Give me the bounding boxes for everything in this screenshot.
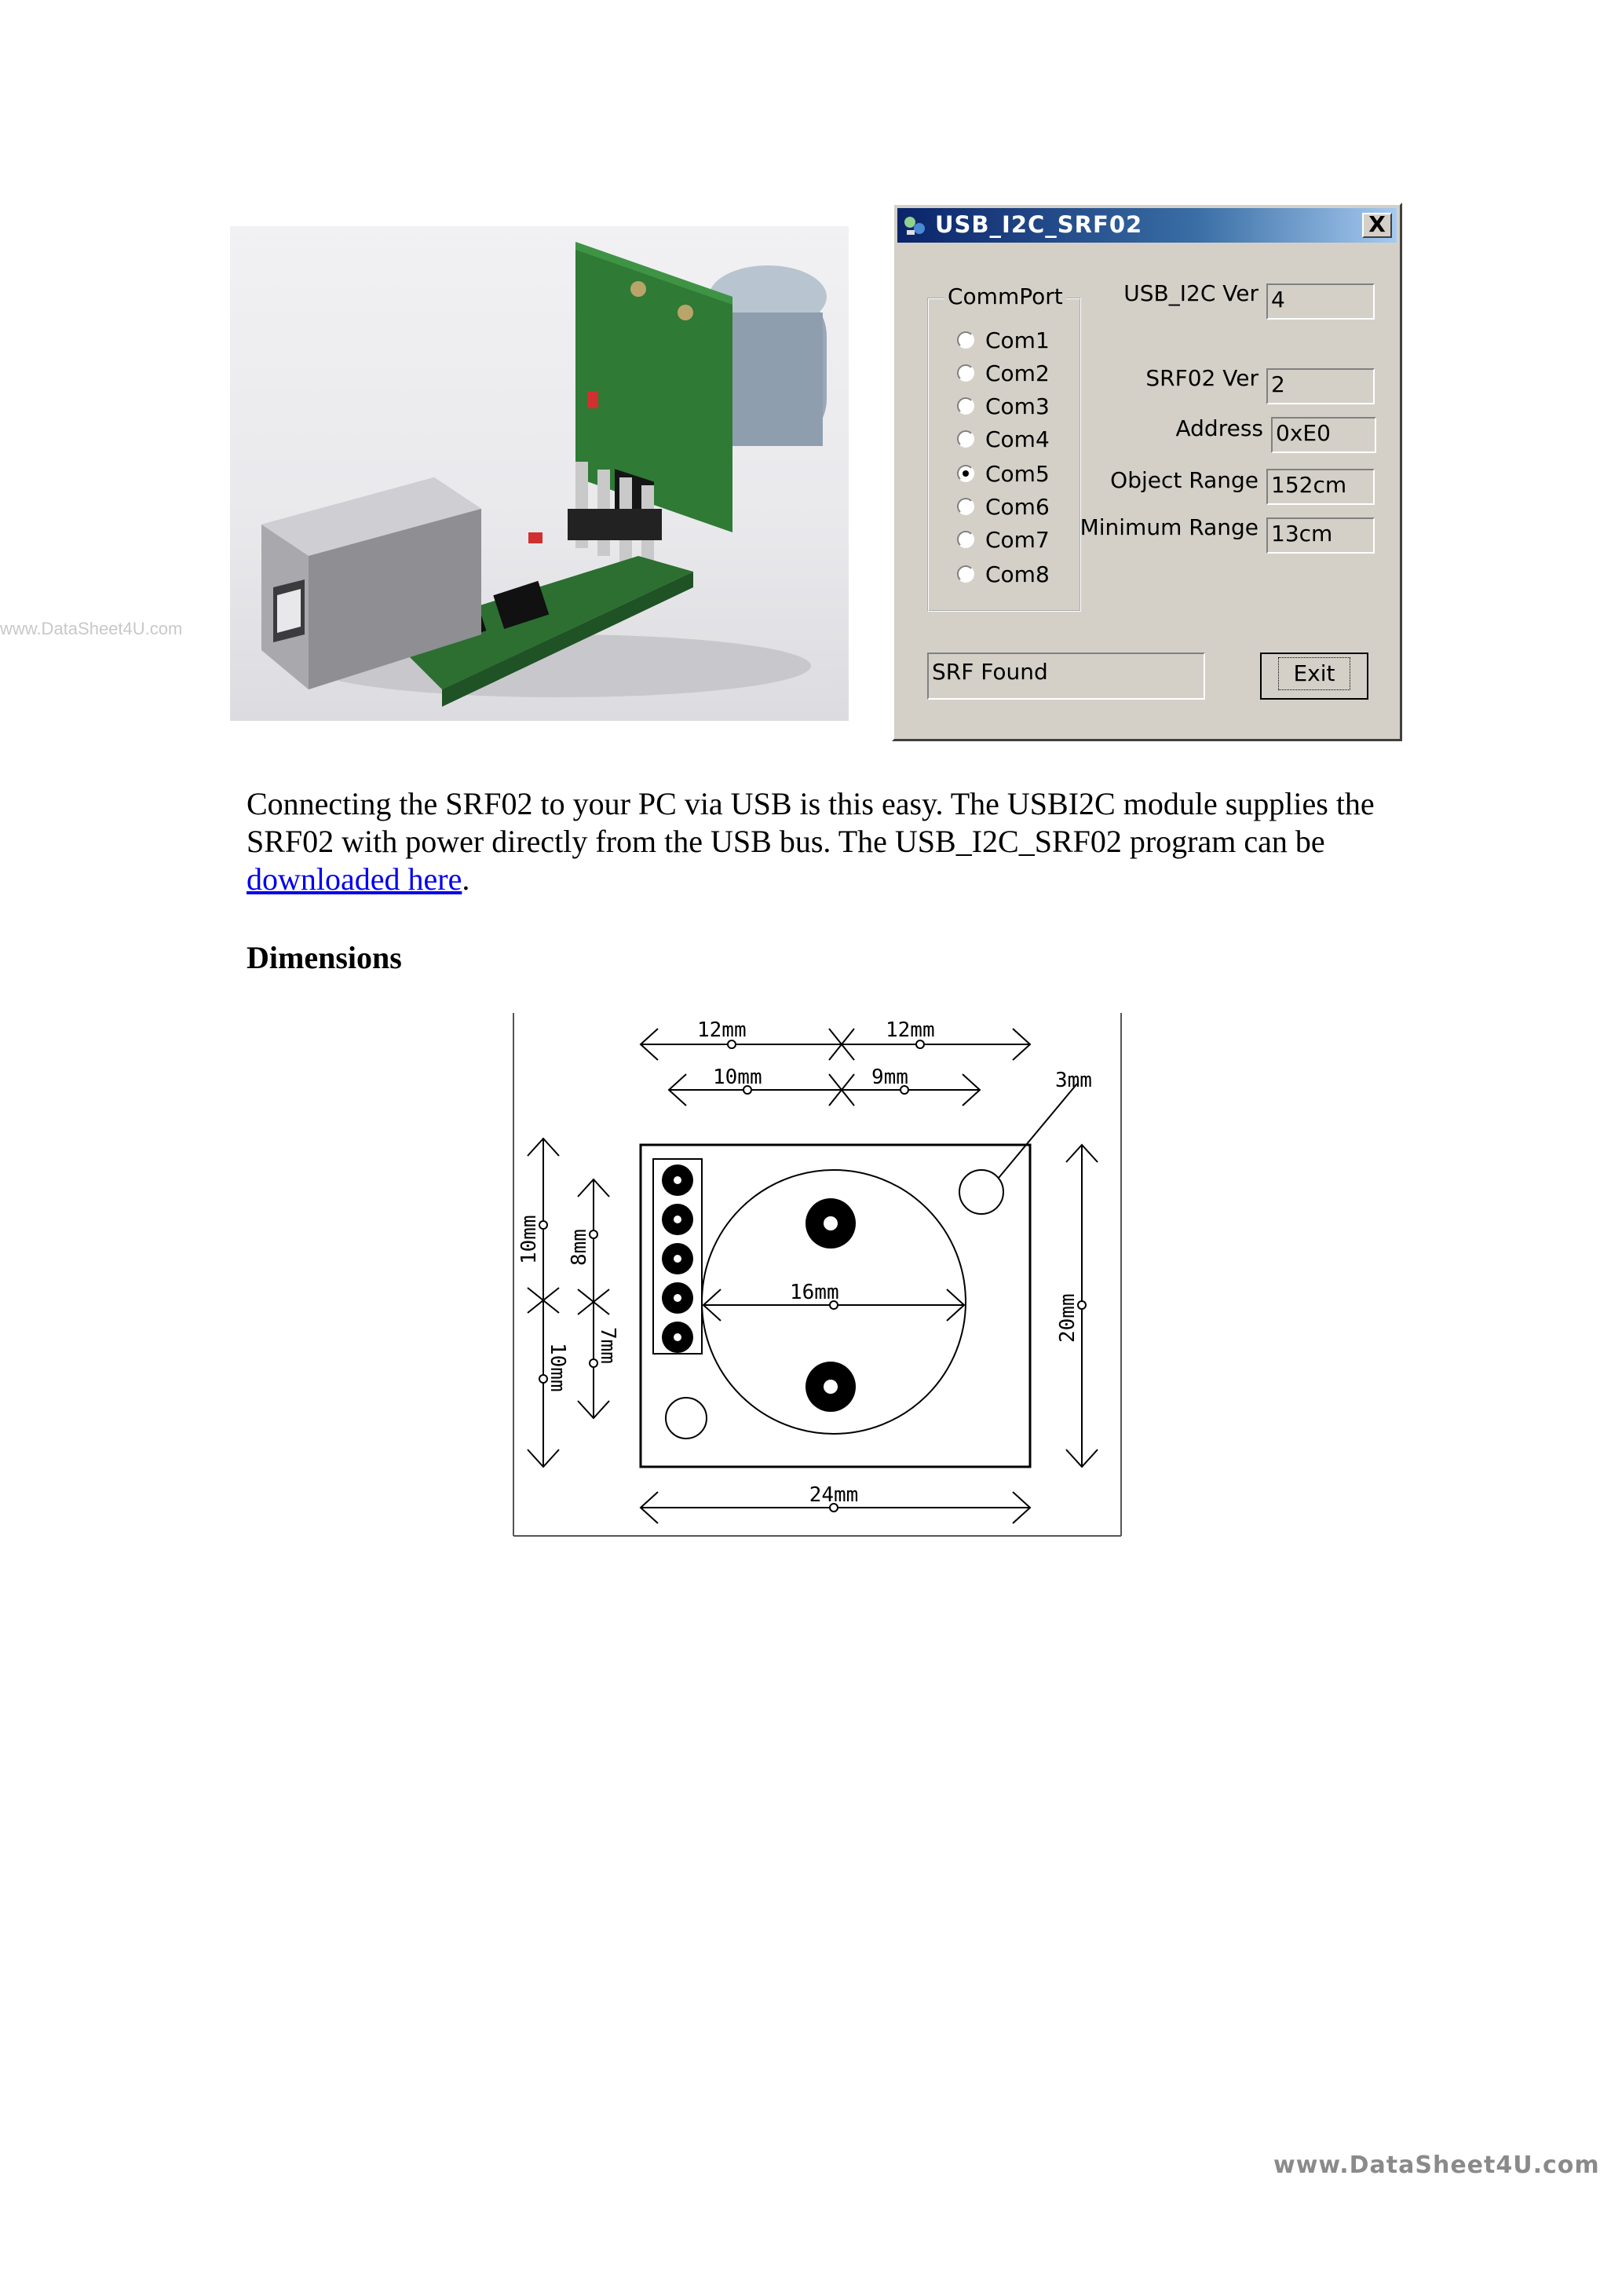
radio-label: Com3 xyxy=(985,393,1050,419)
minimum-range-label: Minimum Range xyxy=(1080,514,1259,540)
usb-i2c-ver-field: 4 xyxy=(1266,283,1375,320)
radio-icon[interactable] xyxy=(957,364,974,382)
radio-selected-icon[interactable] xyxy=(957,465,974,482)
watermark-left: www.DataSheet4U.com xyxy=(0,619,183,638)
radio-label: Com1 xyxy=(985,327,1050,353)
label-bottom-width: 24mm xyxy=(809,1483,859,1507)
label-inner-bottom: 7mm xyxy=(596,1327,619,1364)
radio-com7[interactable] xyxy=(957,524,1050,555)
radio-label: Com2 xyxy=(985,360,1050,386)
radio-label: Com7 xyxy=(985,526,1050,553)
radio-icon[interactable] xyxy=(957,565,974,583)
label-inner-right: 9mm xyxy=(871,1066,908,1089)
close-icon: X xyxy=(1368,211,1386,237)
app-icon xyxy=(902,213,929,238)
minimum-range-field: 13cm xyxy=(1266,517,1375,554)
radio-icon[interactable] xyxy=(957,430,974,448)
object-range-field: 152cm xyxy=(1266,469,1375,505)
label-top-right: 12mm xyxy=(886,1018,935,1042)
label-left-top: 10mm xyxy=(517,1215,541,1264)
usb-i2c-srf02-dialog xyxy=(892,203,1402,741)
radio-com5[interactable] xyxy=(957,458,1050,489)
download-link[interactable]: downloaded here xyxy=(247,861,462,897)
radio-com1[interactable] xyxy=(957,324,1050,356)
radio-icon[interactable] xyxy=(957,531,974,548)
radio-com2[interactable] xyxy=(957,357,1050,389)
title-bar[interactable] xyxy=(897,208,1397,243)
exit-button-label: Exit xyxy=(1278,657,1350,690)
label-left-bottom: 10mm xyxy=(546,1343,569,1392)
radio-label: Com5 xyxy=(985,460,1050,487)
label-inner-left: 10mm xyxy=(713,1066,762,1089)
radio-label: Com6 xyxy=(985,493,1050,520)
mount-hole-bottom xyxy=(666,1398,707,1439)
commport-group xyxy=(927,283,1081,612)
radio-com8[interactable] xyxy=(957,558,1050,590)
radio-icon[interactable] xyxy=(957,397,974,415)
address-label: Address xyxy=(1175,415,1263,441)
commport-legend: CommPort xyxy=(944,283,1066,309)
srf02-ver-label: SRF02 Ver xyxy=(1145,365,1259,391)
srf02-usb-photo xyxy=(230,226,849,721)
label-top-left: 12mm xyxy=(697,1018,747,1042)
label-transducer: 16mm xyxy=(790,1281,839,1304)
label-inner-top: 8mm xyxy=(568,1229,591,1266)
srf02-ver-field: 2 xyxy=(1266,368,1375,404)
radio-label: Com8 xyxy=(985,561,1050,587)
dimensions-drawing xyxy=(512,1013,1123,1537)
paragraph-end: . xyxy=(462,861,470,897)
radio-icon[interactable] xyxy=(957,331,974,349)
radio-icon[interactable] xyxy=(957,498,974,515)
mount-hole-top xyxy=(959,1170,1003,1214)
radio-com3[interactable] xyxy=(957,390,1050,422)
object-range-label: Object Range xyxy=(1110,467,1259,493)
exit-button[interactable] xyxy=(1260,653,1368,700)
status-field: SRF Found xyxy=(927,653,1205,700)
radio-label: Com4 xyxy=(985,426,1050,452)
radio-com4[interactable] xyxy=(957,423,1050,455)
label-right-height: 20mm xyxy=(1056,1293,1080,1343)
label-hole-diameter: 3mm xyxy=(1055,1069,1092,1092)
dimensions-diagram xyxy=(512,1013,1123,1537)
product-photo xyxy=(230,226,849,721)
paragraph-text: Connecting the SRF02 to your PC via USB is this easy. The USBI2C module supplies the SRF02 with power directly from the USB bus. The USB_I2C_SRF02 program can be xyxy=(247,786,1375,859)
description-paragraph xyxy=(247,785,1408,898)
dimensions-heading: Dimensions xyxy=(247,940,402,975)
close-button[interactable] xyxy=(1362,213,1392,238)
usb-i2c-ver-label: USB_I2C Ver xyxy=(1123,280,1259,306)
window-title: USB_I2C_SRF02 xyxy=(935,211,1143,238)
radio-com6[interactable] xyxy=(957,491,1050,522)
footer-watermark: www.DataSheet4U.com xyxy=(1273,2152,1600,2179)
address-field: 0xE0 xyxy=(1271,417,1376,453)
